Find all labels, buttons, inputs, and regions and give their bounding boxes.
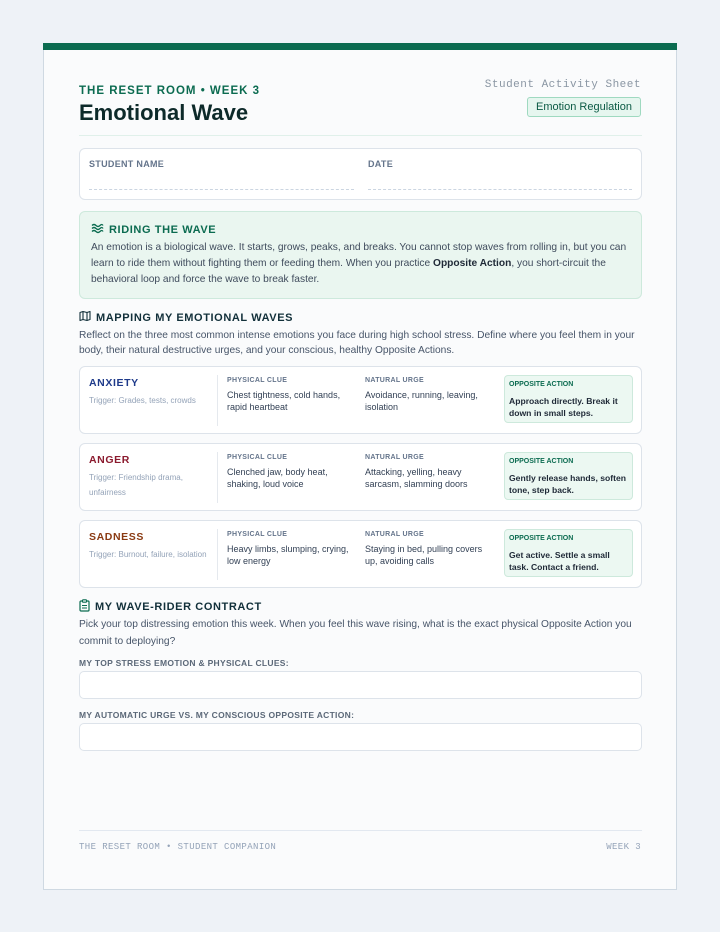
date-label: DATE — [368, 159, 394, 169]
intro-heading — [91, 223, 216, 237]
opposite-action-value: Gently release hands, soften tone, step back. — [509, 473, 627, 495]
physical-clue-label: PHYSICAL CLUE — [227, 377, 288, 384]
student-name-field[interactable] — [89, 189, 354, 190]
emotion-card-sadness — [79, 520, 642, 588]
emotion-name: ANXIETY — [89, 377, 139, 389]
contract-intro-text: Pick your top distressing emotion this week. When you feel this wave rising, what is the exact physical Opposite Action you commit to deploying? — [79, 619, 632, 647]
intro-text-start: An emotion is a biological wave. It starts, grows, peaks, and breaks. You cannot stop waves from rolling in, but you can learn to ride them without fighting them or feeding them. When you practice — [91, 242, 627, 269]
urge-vs-action-label: MY AUTOMATIC URGE VS. MY CONSCIOUS OPPOSITE ACTION: — [79, 710, 355, 720]
natural-urge-label: NATURAL URGE — [365, 377, 424, 384]
footer-left: THE RESET ROOM • STUDENT COMPANION — [79, 842, 277, 852]
emotion-card-anger — [79, 443, 642, 511]
intro-text-end: , you short-circuit the behavioral loop and force the wave to break faster. — [91, 258, 606, 285]
opposite-action-label: OPPOSITE ACTION — [509, 458, 574, 465]
student-name-label: STUDENT NAME — [89, 159, 165, 169]
emotion-name: SADNESS — [89, 531, 144, 543]
physical-clue-value: Clenched jaw, body heat, shaking, loud voice — [227, 467, 328, 489]
top-emotion-label: MY TOP STRESS EMOTION & PHYSICAL CLUES: — [79, 658, 289, 668]
sheet-type-label: Student Activity Sheet — [484, 79, 641, 91]
emotion-trigger: Trigger: Friendship drama, unfairness — [89, 473, 183, 497]
physical-clue — [227, 377, 357, 413]
physical-clue-label: PHYSICAL CLUE — [227, 454, 288, 461]
contract-heading-text: MY WAVE-RIDER CONTRACT — [95, 601, 262, 613]
intro-text-emphasis: Opposite Action — [433, 258, 512, 269]
waves-icon — [91, 223, 104, 237]
mapping-heading — [79, 310, 293, 325]
accent-bar — [43, 43, 677, 50]
natural-urge — [365, 454, 495, 490]
topic-badge: Emotion Regulation — [527, 97, 641, 117]
physical-clue — [227, 454, 357, 490]
riding-the-wave-box — [79, 211, 642, 299]
opposite-action — [504, 452, 633, 500]
opposite-action — [504, 375, 633, 423]
top-emotion-field[interactable] — [79, 671, 642, 699]
emotion-name: ANGER — [89, 454, 130, 466]
emotion-card-anxiety — [79, 366, 642, 434]
emotion-trigger: Trigger: Burnout, failure, isolation — [89, 550, 207, 559]
header-divider — [79, 135, 642, 136]
footer-right: WEEK 3 — [606, 842, 641, 852]
natural-urge-label: NATURAL URGE — [365, 454, 424, 461]
contract-heading — [79, 599, 262, 615]
card-divider — [217, 529, 218, 580]
opposite-action-value: Approach directly. Break it down in small steps. — [509, 396, 618, 418]
student-info-box — [79, 148, 642, 200]
natural-urge-value: Attacking, yelling, heavy sarcasm, slamming doors — [365, 467, 468, 489]
physical-clue — [227, 531, 357, 567]
card-divider — [217, 452, 218, 503]
opposite-action-label: OPPOSITE ACTION — [509, 535, 574, 542]
activity-sheet — [43, 43, 677, 890]
card-divider — [217, 375, 218, 426]
physical-clue-value: Heavy limbs, slumping, crying, low energy — [227, 544, 349, 566]
natural-urge-value: Avoidance, running, leaving, isolation — [365, 390, 478, 412]
clipboard-icon — [79, 599, 90, 615]
opposite-action — [504, 529, 633, 577]
emotion-trigger: Trigger: Grades, tests, crowds — [89, 396, 196, 405]
intro-heading-text: RIDING THE WAVE — [109, 224, 217, 236]
page-title: Emotional Wave — [79, 100, 249, 125]
urge-vs-action-field[interactable] — [79, 723, 642, 751]
opposite-action-label: OPPOSITE ACTION — [509, 381, 574, 388]
physical-clue-label: PHYSICAL CLUE — [227, 531, 288, 538]
map-icon — [79, 310, 91, 325]
natural-urge — [365, 531, 495, 567]
opposite-action-value: Get active. Settle a small task. Contact a friend. — [509, 550, 610, 572]
natural-urge-value: Staying in bed, pulling covers up, avoiding calls — [365, 544, 483, 566]
program-week-label: THE RESET ROOM • WEEK 3 — [79, 85, 261, 97]
mapping-intro-text: Reflect on the three most common intense emotions you face during high school stress. Define where you feel them in your body, their natural destructive urges, and your conscious, healthy Opposite Actions. — [79, 330, 635, 356]
intro-paragraph — [91, 240, 631, 288]
date-field[interactable] — [368, 189, 632, 190]
mapping-heading-text: MAPPING MY EMOTIONAL WAVES — [96, 311, 294, 324]
natural-urge-label: NATURAL URGE — [365, 531, 424, 538]
footer-divider — [79, 830, 642, 831]
physical-clue-value: Chest tightness, cold hands, rapid heartbeat — [227, 390, 341, 412]
natural-urge — [365, 377, 495, 413]
